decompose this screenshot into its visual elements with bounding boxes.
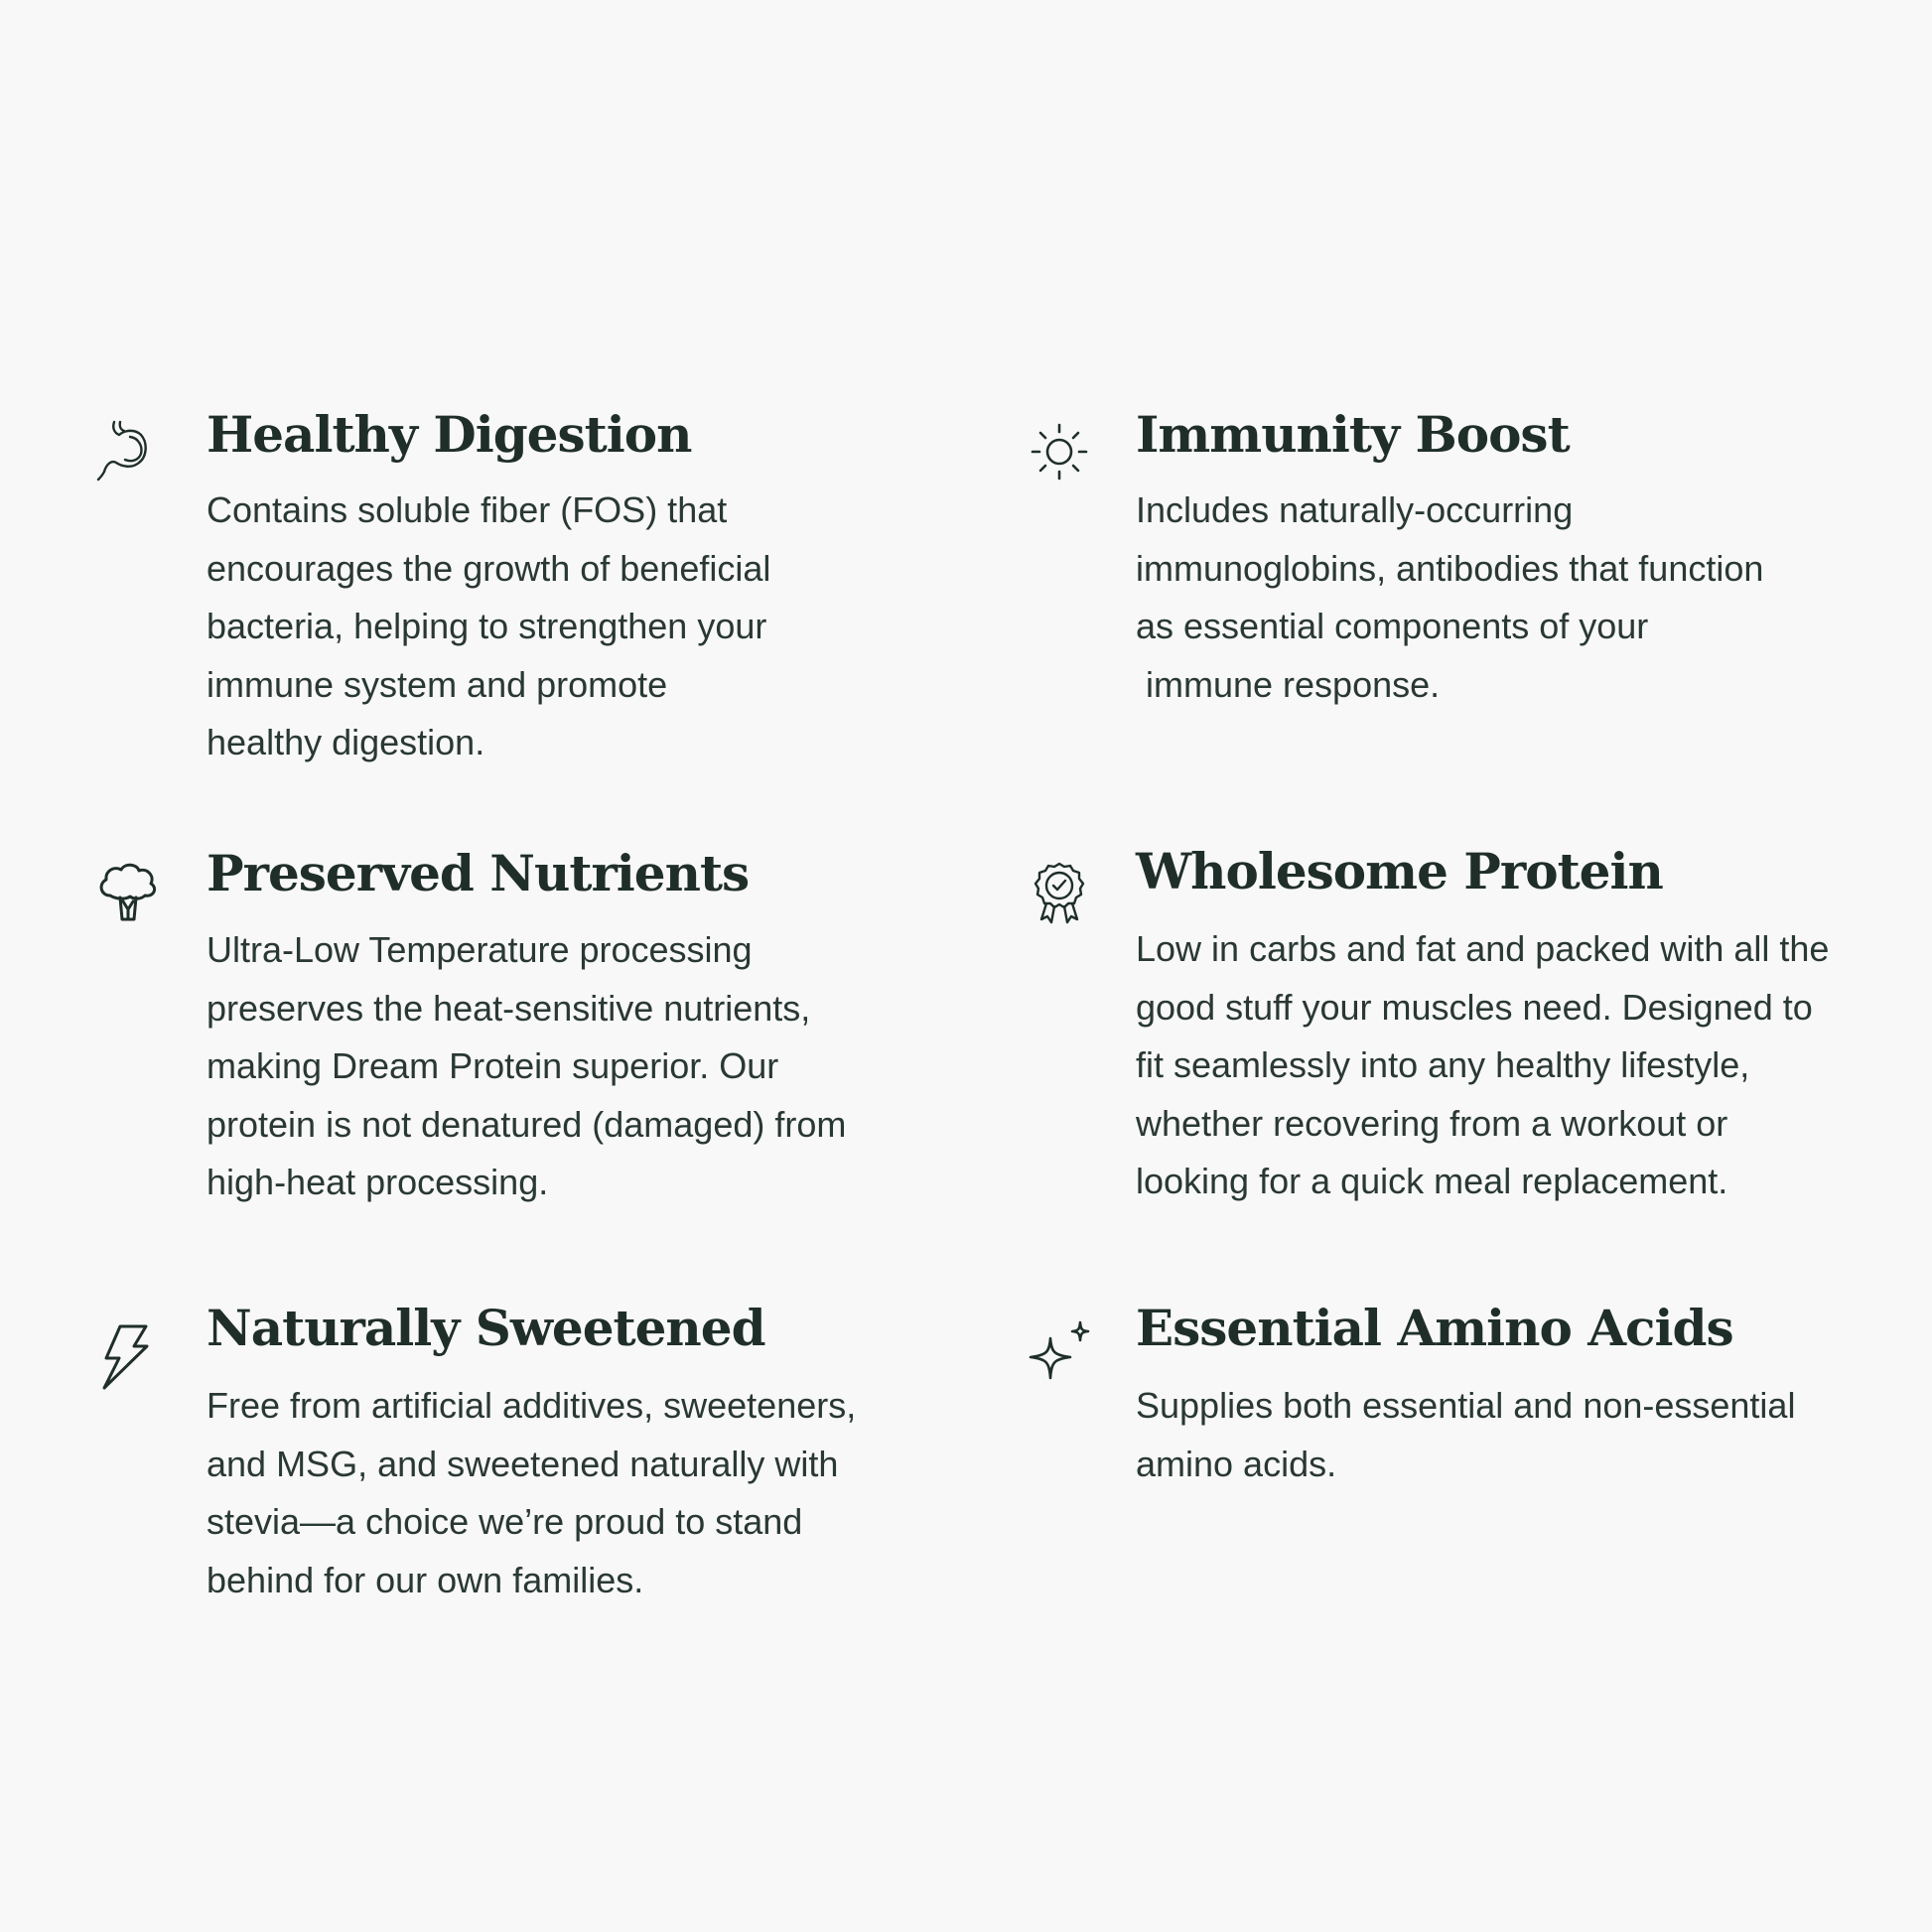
feature-title: Essential Amino Acids <box>1136 1299 1733 1357</box>
description-line: and MSG, and sweetened naturally with <box>207 1443 839 1484</box>
description-line: protein is not denatured (damaged) from <box>207 1103 847 1145</box>
description-line: behind for our own families. <box>207 1559 644 1600</box>
lightning-bolt-icon <box>92 1322 162 1392</box>
description-line: healthy digestion. <box>207 722 485 762</box>
description-line: high-heat processing. <box>207 1162 549 1202</box>
feature-title: Preserved Nutrients <box>207 844 750 902</box>
description-line: good stuff your muscles need. Designed to <box>1136 986 1813 1028</box>
description-line: Includes naturally-occurring <box>1136 489 1574 530</box>
award-badge-icon <box>1025 860 1094 929</box>
description-line: amino acids. <box>1136 1443 1337 1484</box>
feature-title: Immunity Boost <box>1136 405 1570 464</box>
feature-description <box>1136 920 1829 1211</box>
description-line: Supplies both essential and non-essential <box>1136 1385 1796 1426</box>
feature-title: Healthy Digestion <box>207 405 692 464</box>
description-line: Contains soluble fiber (FOS) that <box>207 489 728 530</box>
sun-icon <box>1025 417 1094 486</box>
stomach-icon <box>92 418 162 487</box>
feature-description <box>1136 482 1763 714</box>
description-line: Free from artificial additives, sweeteners, <box>207 1385 857 1426</box>
feature-title: Naturally Sweetened <box>207 1299 765 1357</box>
description-line: encourages the growth of beneficial <box>207 547 771 589</box>
description-line: looking for a quick meal replacement. <box>1136 1161 1728 1201</box>
description-line: making Dream Protein superior. Our <box>207 1045 779 1086</box>
broccoli-icon <box>92 858 162 927</box>
feature-description <box>1136 1377 1795 1493</box>
description-line: Low in carbs and fat and packed with all the <box>1136 928 1830 969</box>
description-line: Ultra-Low Temperature processing <box>207 929 753 970</box>
description-line: whether recovering from a workout or <box>1136 1102 1728 1144</box>
description-line: immune system and promote <box>207 663 668 705</box>
feature-description <box>207 1377 856 1609</box>
description-line: immunoglobins, antibodies that function <box>1136 547 1764 589</box>
description-line: immune response. <box>1136 663 1441 705</box>
description-line: stevia—a choice we’re proud to stand <box>207 1501 803 1542</box>
sparkle-icon <box>1025 1318 1094 1388</box>
feature-description <box>207 921 846 1212</box>
feature-title: Wholesome Protein <box>1136 842 1663 900</box>
description-line: bacteria, helping to strengthen your <box>207 606 767 646</box>
description-line: as essential components of your <box>1136 606 1649 646</box>
description-line: preserves the heat-sensitive nutrients, <box>207 987 811 1029</box>
description-line: fit seamlessly into any healthy lifestyle, <box>1136 1044 1750 1085</box>
feature-description <box>207 482 770 772</box>
